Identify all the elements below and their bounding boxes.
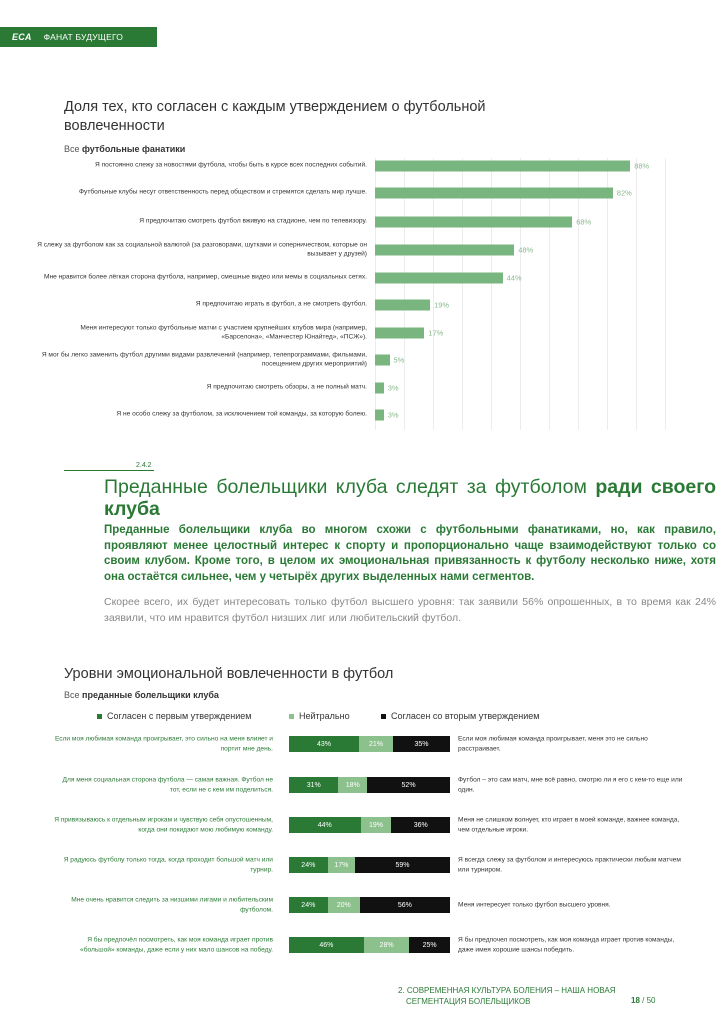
chart2-segment: 25% [409, 937, 450, 953]
chart1-row [0, 404, 723, 426]
section-title-bold: ради своего клуба [104, 476, 717, 520]
section-number: 2.4.2 [136, 462, 152, 469]
chart1-value-label: 5% [393, 355, 405, 365]
footer-line2: СЕГМЕНТАЦИЯ БОЛЕЛЬЩИКОВ [406, 997, 531, 1006]
page-separator: / [639, 996, 647, 1005]
chart1-category-label: Я постоянно слежу за новостями футбола, чтобы быть в курсе всех последних событий. [95, 161, 367, 169]
chart2-right-statement: Я бы предпочел посмотреть, как моя команда играет против команды, даже имея хорошие шансы победить. [458, 936, 675, 953]
chart1-subtitle-segment: футбольные фанатики [82, 144, 186, 154]
chart1-category-label: Меня интересуют только футбольные матчи с участием крупнейших клубов мира (например, «Барселона», «Манчестер Юнайтед», «ПСЖ»). [80, 324, 367, 340]
chart2-stacked-bar [289, 817, 450, 833]
chart2-left-statement: Я радуюсь футболу только тогда, когда проходит большой матч или турнир. [63, 856, 273, 873]
chart2-right-statement: Меня не слишком волнует, кто играет в моей команде, важнее команда, чем отдельные игроки. [458, 816, 680, 833]
legend-item-neutral [289, 711, 350, 721]
chart1-value-label: 88% [634, 161, 650, 171]
chart1-category-label: Я слежу за футболом как за социальной валютой (за разговорами, шутками и соперничеством, которые он вызывает у друзей) [37, 241, 367, 257]
section-lead: Преданные болельщики клуба во многом схожи с футбольными фанатиками, но, как правило, проявляют менее целостный интерес к спорту и пропорционально чаще взаимодействуют только со своим клубом. Кроме того, в целом их эмоциональная привязанность к футболу несколько ниже, хотя она остаётся сильнее, чем у четырёх других выделенных нами сегментов. [104, 524, 716, 583]
chart1-value-label: 17% [428, 328, 444, 338]
chart1-bar [375, 328, 424, 339]
chart1-value-label: 48% [518, 245, 534, 255]
chart2-stacked-bar [289, 937, 450, 953]
chart1-row [0, 155, 723, 177]
chart1-bar [375, 273, 503, 284]
chart2-stacked-bar [289, 736, 450, 752]
chart1-bar [375, 300, 430, 311]
chart2-segment: 35% [393, 736, 450, 752]
chart1-bar [375, 410, 384, 421]
chart2-left-statement: Для меня социальная сторона футбола — самая важная. Футбол не тот, если не с кем им поделиться. [62, 776, 273, 793]
chart1-value-label: 44% [506, 273, 522, 283]
legend-label-neutral: Нейтрально [299, 711, 350, 721]
chart2-subtitle [64, 690, 219, 700]
chart2-segment: 28% [364, 937, 410, 953]
chart1-category-label: Мне нравится более лёгкая сторона футбола, например, смешные видео или мемы в социальных сетях. [43, 273, 367, 281]
chart2-segment: 24% [289, 897, 328, 913]
chart2-segment: 17% [328, 857, 355, 873]
chart2-segment: 18% [338, 777, 367, 793]
page-current: 18 [631, 996, 640, 1005]
chart2-left-statement: Если моя любимая команда проигрывает, это сильно на меня влияет и портит мне день. [54, 735, 273, 752]
chart1-row [0, 239, 723, 261]
chart2-row [0, 848, 723, 882]
chart2-left-statement: Мне очень нравится следить за низшими лигами и любительским футболом. [71, 896, 273, 913]
chart1-category-label: Я предпочитаю смотреть обзоры, а не полный матч. [206, 383, 367, 391]
chart2-segment: 36% [391, 817, 450, 833]
section-rule [64, 470, 154, 471]
header-title: ФАНАТ БУДУЩЕГО [43, 32, 124, 42]
eca-logo: ECA [12, 32, 32, 42]
chart1-row [0, 267, 723, 289]
chart2-row [0, 727, 723, 761]
chart2-right-statement: Если моя любимая команда проигрывает, меня это не сильно расстраивает. [458, 735, 648, 752]
chart2-segment: 46% [289, 937, 364, 953]
section-body: Скорее всего, их будет интересовать только футбол высшего уровня: так заявили 56% опрошенных, в то время как 24% заявили, что им нравится футбол низших лиг или любительский футбол. [104, 596, 716, 624]
chart1-row [0, 294, 723, 316]
chart1-bar [375, 188, 613, 199]
chart1-category-label: Я мог бы легко заменить футбол другими видами развлечений (например, телепрограммами, фильмами, посещением других мероприятий) [41, 351, 367, 367]
chart1-value-label: 3% [387, 383, 399, 393]
chart2-subtitle-prefix: Все [64, 690, 80, 700]
chart1-subtitle-prefix: Все [64, 144, 80, 154]
chart1-value-label: 68% [576, 217, 592, 227]
chart2-segment: 20% [328, 897, 360, 913]
chart2-subtitle-segment: преданные болельщики клуба [82, 690, 219, 700]
footer-chapter [398, 985, 628, 1007]
chart1-value-label: 82% [616, 188, 632, 198]
chart1-category-label: Я предпочитаю играть в футбол, а не смотреть футбол. [195, 300, 367, 308]
chart1-row [0, 211, 723, 233]
legend-item-second [381, 711, 539, 721]
chart2-segment: 19% [361, 817, 392, 833]
header-bar [0, 27, 157, 47]
chart2-segment: 52% [367, 777, 450, 793]
chart1-value-label: 3% [387, 410, 399, 420]
chart1-bar [375, 217, 572, 228]
legend-item-first [97, 711, 251, 721]
legend-label-second: Согласен со вторым утверждением [391, 711, 540, 721]
page-number [631, 996, 655, 1005]
chart1-title: Доля тех, кто согласен с каждым утверждением о футбольной вовлеченности [64, 99, 486, 134]
chart2-row [0, 808, 723, 842]
chart2-segment: 59% [355, 857, 450, 873]
legend-swatch-second [381, 714, 386, 719]
chart2-right-statement: Я всегда слежу за футболом и интересуюсь практически любым матчем или турниром. [458, 856, 681, 873]
chart1-bar [375, 355, 390, 366]
section-title-regular: Преданные болельщики клуба следят за футболом [104, 476, 587, 498]
chart2-stacked-bar [289, 857, 450, 873]
legend-swatch-neutral [289, 714, 294, 719]
chart2-segment: 43% [289, 736, 359, 752]
chart1-row [0, 349, 723, 371]
chart1-value-label: 19% [434, 300, 450, 310]
chart2-segment: 24% [289, 857, 328, 873]
chart1-row [0, 322, 723, 344]
chart2-right-statement: Футбол – это сам матч, мне всё равно, смотрю ли я его с кем-то еще или один. [458, 776, 683, 793]
chart2-stacked-bar [289, 897, 450, 913]
chart1-category-label: Футбольные клубы несут ответственность перед обществом и стремятся сделать мир лучше. [79, 188, 367, 196]
section-title [104, 476, 716, 520]
chart1-row [0, 377, 723, 399]
chart1-row [0, 182, 723, 204]
chart1-category-label: Я не особо слежу за футболом, за исключением той команды, за которую болею. [116, 410, 367, 418]
footer-line1: 2. СОВРЕМЕННАЯ КУЛЬТУРА БОЛЕНИЯ – НАША НОВАЯ [398, 986, 616, 995]
chart1-category-label: Я предпочитаю смотреть футбол вживую на стадионе, чем по телевизору. [139, 217, 367, 225]
chart2-left-statement: Я привязываюсь к отдельным игрокам и чувствую себя опустошенным, когда они покидают мою любимую команду. [54, 816, 273, 833]
chart2-segment: 21% [359, 736, 393, 752]
chart2-segment: 56% [360, 897, 450, 913]
chart2-left-statement: Я бы предпочёл посмотреть, как моя команда играет против «большой» команды, даже если у них мало шансов на победу. [80, 936, 273, 953]
chart2-row [0, 768, 723, 802]
chart2-segment: 44% [289, 817, 361, 833]
chart1-subtitle [64, 144, 185, 154]
chart2-segment: 31% [289, 777, 338, 793]
chart2-title: Уровни эмоциональной вовлеченности в футбол [64, 666, 394, 682]
page-total: 50 [646, 996, 656, 1005]
chart2-row [0, 888, 723, 922]
chart1-bar [375, 383, 384, 394]
chart1-bar [375, 161, 630, 172]
chart2-right-statement: Меня интересует только футбол высшего уровня. [458, 901, 611, 909]
legend-swatch-first [97, 714, 102, 719]
chart1-bar [375, 245, 514, 256]
chart2-stacked-bar [289, 777, 450, 793]
legend-label-first: Согласен с первым утверждением [107, 711, 252, 721]
chart2-legend [0, 711, 723, 725]
chart2-row [0, 928, 723, 962]
